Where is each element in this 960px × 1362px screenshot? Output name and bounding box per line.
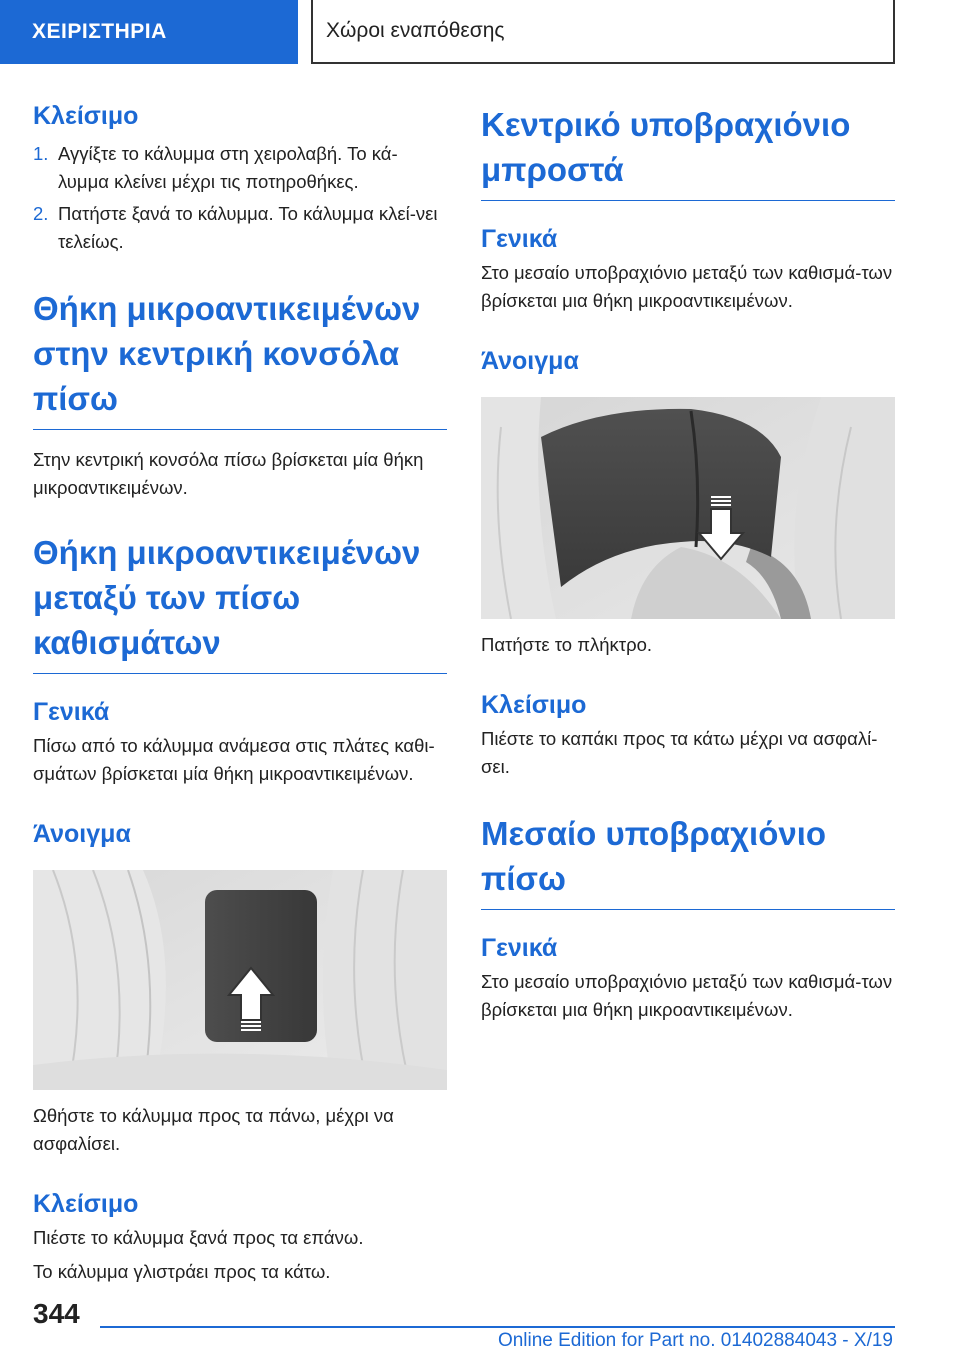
opening-caption: Ωθήστε το κάλυμμα προς τα πάνω, μέχρι να ασφαλίσει. — [33, 1105, 394, 1154]
right-column — [481, 100, 895, 1024]
general-heading: Γενικά — [33, 698, 110, 726]
console-text: Στην κεντρική κονσόλα πίσω βρίσκεται μία θήκη μικροαντικειμένων. — [33, 449, 424, 498]
left-column — [33, 100, 447, 1286]
closing2-heading: Κλείσιμο — [33, 1190, 139, 1218]
general-text: Πίσω από το κάλυμμα ανάμεσα στις πλάτες καθι‐σμάτων βρίσκεται μία θήκη μικροαντικειμένων. — [33, 735, 435, 784]
closing-heading: Κλείσιμο — [481, 691, 587, 719]
rear-general-heading: Γενικά — [481, 934, 558, 962]
opening-heading: Άνοιγμα — [481, 347, 579, 375]
page-number: 344 — [33, 1298, 80, 1329]
general-heading: Γενικά — [481, 225, 558, 253]
step-number: 2. — [33, 203, 49, 224]
between-seats-heading: Θήκη μικροαντικειμένων μεταξύ των πίσω καθισμάτων — [33, 530, 447, 674]
step-1 — [33, 140, 447, 196]
section-title: Χώροι εναπόθεσης — [311, 0, 895, 64]
step-text: Πατήστε ξανά το κάλυμμα. Το κάλυμμα κλεί‐νει τελείως. — [58, 203, 438, 252]
step-number: 1. — [33, 143, 49, 164]
footer-divider — [100, 1326, 895, 1328]
edition-text: Online Edition for Part no. 01402884043 - X/19 — [497, 1330, 893, 1351]
rear-seat-cover-image — [33, 870, 447, 1090]
armrest-illustration — [481, 397, 895, 619]
seat-illustration — [33, 870, 447, 1090]
closing2-text-2: Το κάλυμμα γλιστράει προς τα κάτω. — [33, 1261, 331, 1282]
rear-armrest-heading: Μεσαίο υποβραχιόνιο πίσω — [481, 811, 895, 910]
closing-steps — [33, 140, 447, 256]
front-armrest-image — [481, 397, 895, 619]
console-heading: Θήκη μικροαντικειμένων στην κεντρική κονσόλα πίσω — [33, 286, 447, 430]
step-text: Αγγίξτε το κάλυμμα στη χειρολαβή. Το κά‐λυμμα κλείνει μέχρι τις ποτηροθήκες. — [58, 143, 398, 192]
general-text: Στο μεσαίο υποβραχιόνιο μεταξύ των καθισμά‐των βρίσκεται μια θήκη μικροαντικειμένων. — [481, 262, 893, 311]
opening-caption: Πατήστε το πλήκτρο. — [481, 634, 653, 655]
closing-heading: Κλείσιμο — [33, 102, 139, 130]
front-armrest-heading: Κεντρικό υποβραχιόνιο μπροστά — [481, 102, 895, 201]
closing-text: Πιέστε το καπάκι προς τα κάτω μέχρι να ασφαλί‐σει. — [481, 728, 878, 777]
closing2-text-1: Πιέστε το κάλυμμα ξανά προς τα επάνω. — [33, 1227, 364, 1248]
rear-general-text: Στο μεσαίο υποβραχιόνιο μεταξύ των καθισμά‐των βρίσκεται μια θήκη μικροαντικειμένων. — [481, 971, 893, 1020]
chapter-tab: ΧΕΙΡΙΣΤΗΡΙΑ — [0, 0, 298, 64]
step-2 — [33, 200, 447, 256]
opening-heading: Άνοιγμα — [33, 820, 131, 848]
